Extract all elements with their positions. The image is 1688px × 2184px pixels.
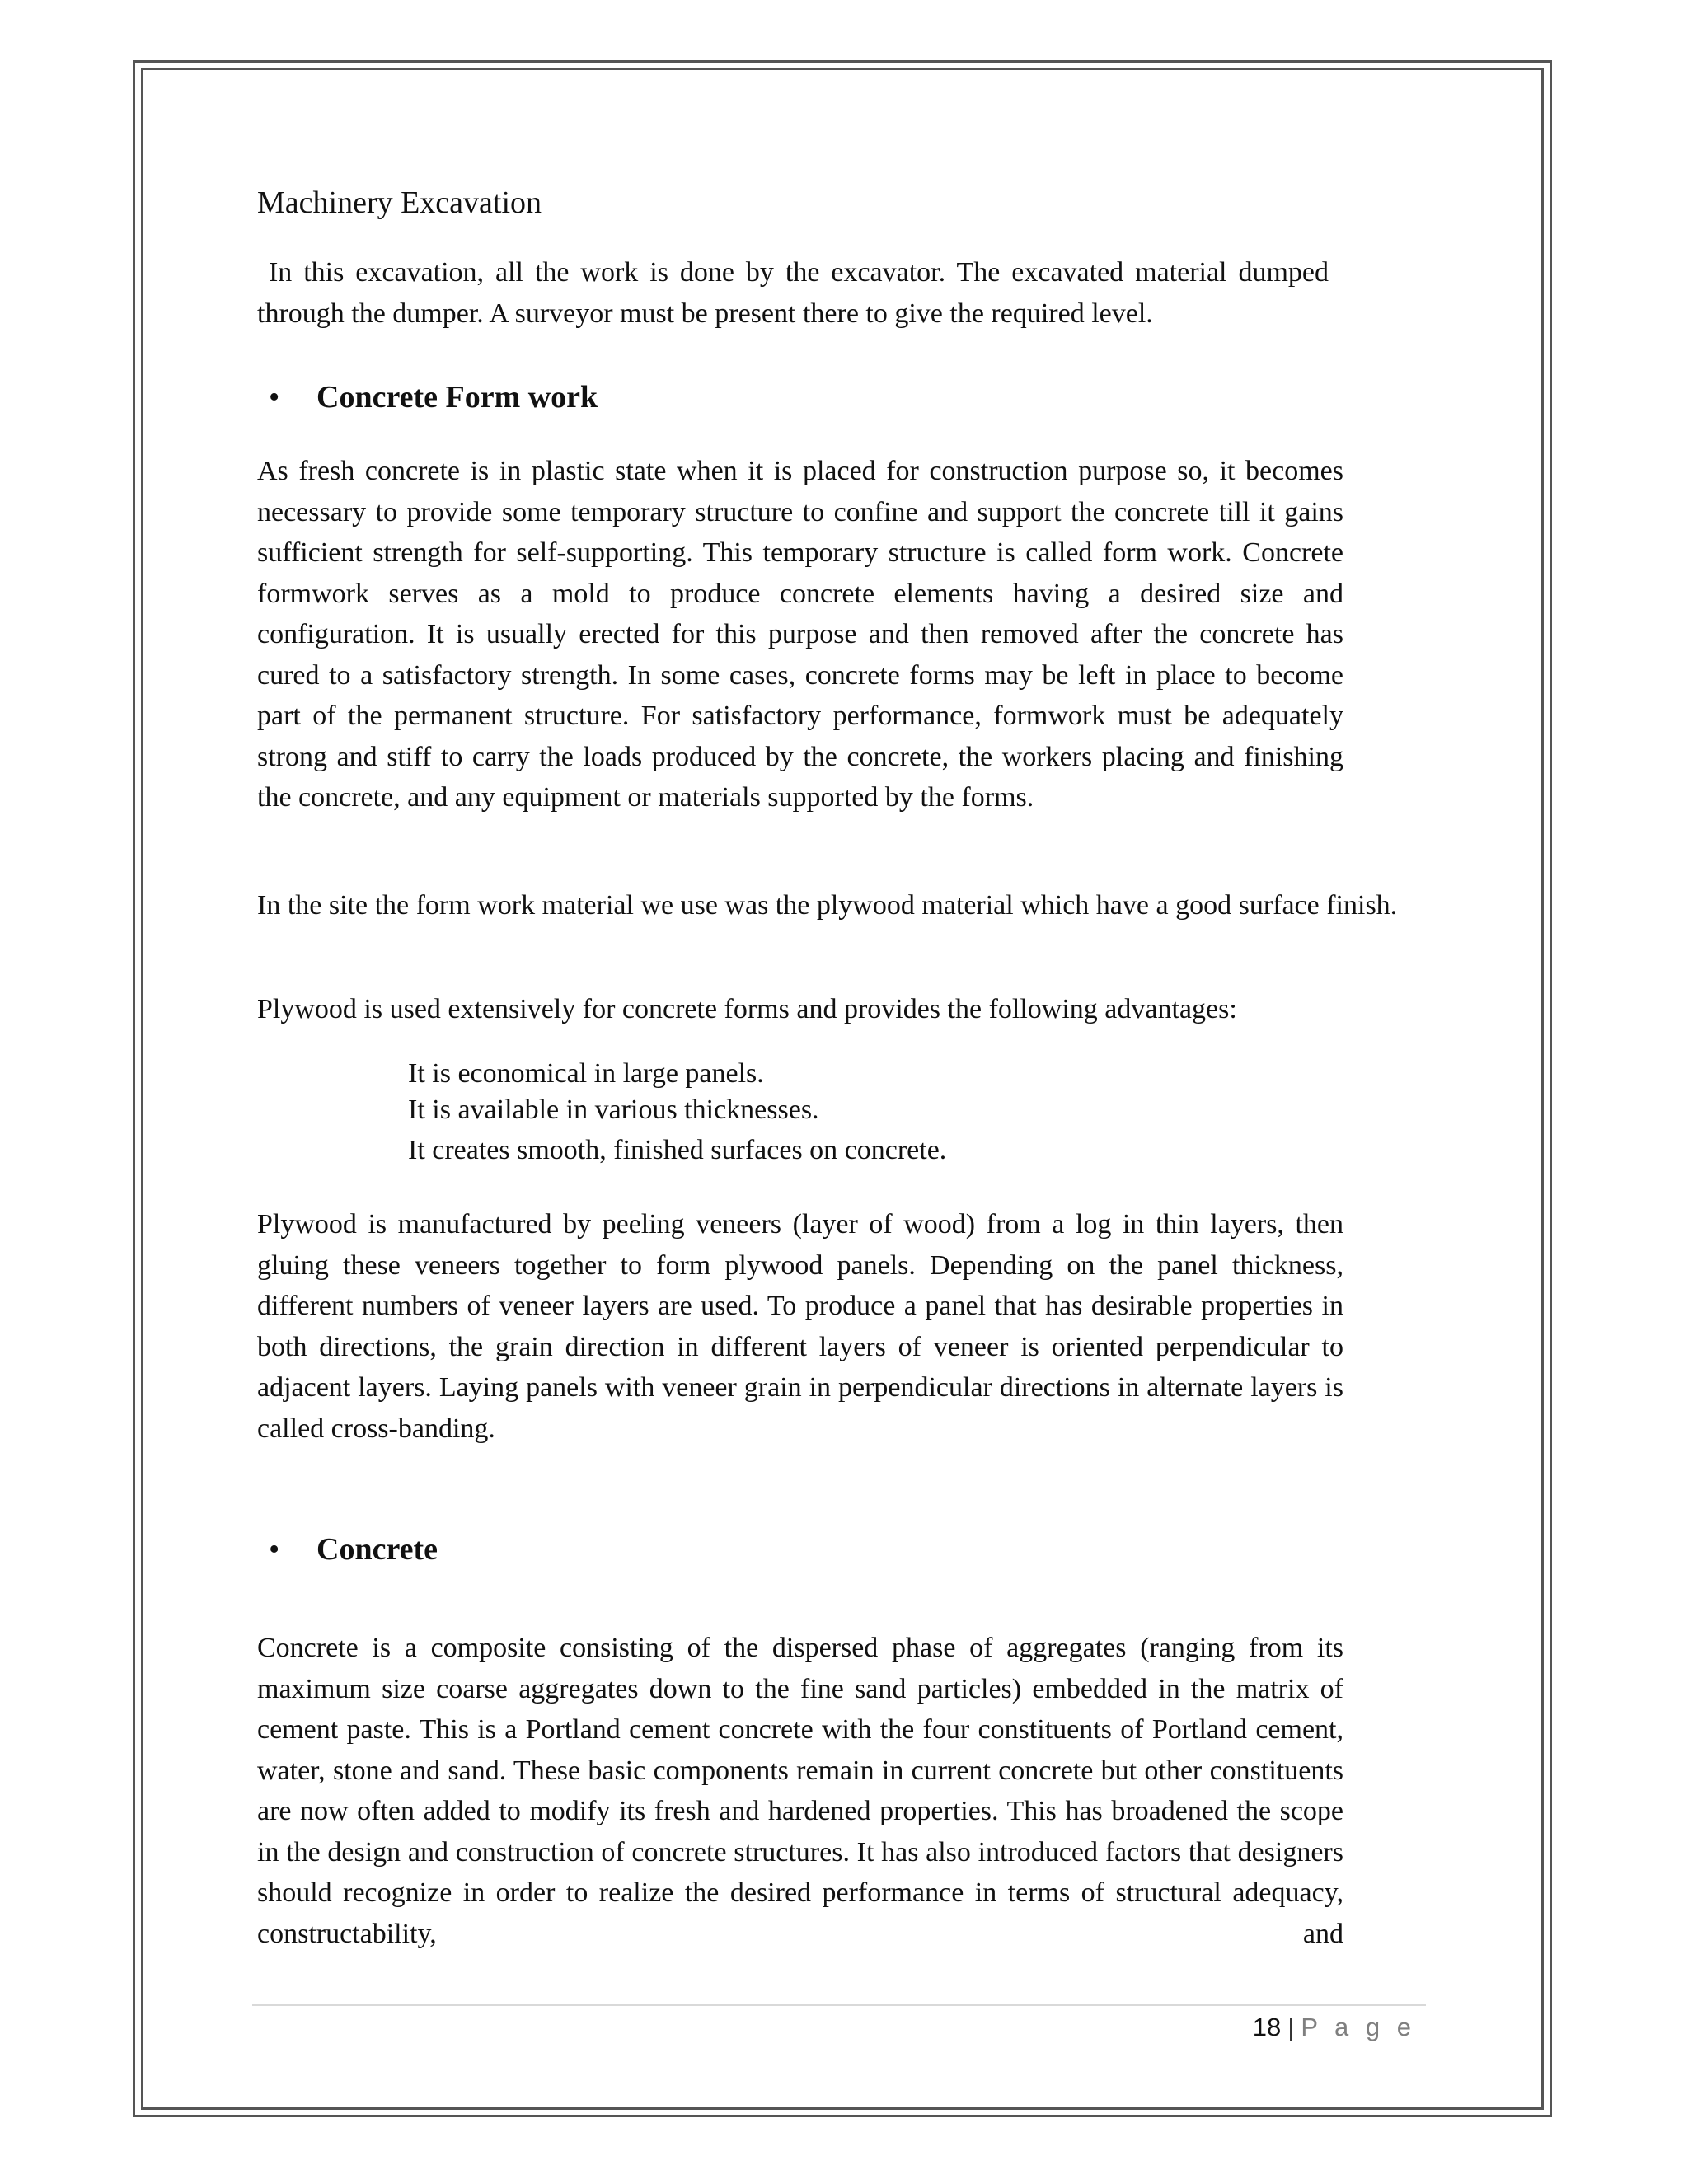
footer-divider [252,2004,1426,2006]
formwork-heading-text: Concrete Form work [316,380,598,415]
formwork-heading [269,377,598,417]
formwork-paragraph-2-block [257,888,1428,923]
section-title: Machinery Excavation [257,185,542,220]
concrete-heading [269,1530,438,1569]
bullet-icon: • [269,1532,280,1567]
bullet-icon: • [269,380,280,415]
advantage-item: It creates smooth, finished surfaces on concrete. [408,1135,947,1165]
formwork-paragraph-3: Plywood is used extensively for concrete forms and provides the following advantages: [257,994,1237,1024]
formwork-paragraph-1-block [257,451,1343,818]
advantage-item: It is economical in large panels. [408,1058,764,1089]
formwork-paragraph-2: In the site the form work material we use was the plywood material which have a good surface finish. [257,890,1398,921]
footer-separator: | [1287,2013,1295,2041]
advantage-item: It is available in various thicknesses. [408,1094,819,1125]
formwork-paragraph-4-block [257,1204,1343,1449]
formwork-paragraph-4: Plywood is manufactured by peeling veneers (layer of wood) from a log in thin layers, then gluing these veneers together to form plywood panels. Depending on the panel thickness, different numbers of veneer layers are used. To produce a panel that has desirable properties in both directions, the grain direction in different layers of veneer is oriented perpendicular to adjacent layers. Laying panels with veneer grain in perpendicular directions in alternate layers is called cross-banding. [257,1209,1343,1444]
excavation-paragraph-block [257,252,1336,334]
concrete-paragraph-block [257,1628,1343,1954]
excavation-paragraph: In this excavation, all the work is done by the excavator. The excavated material dumped through the dumper. A surveyor must be present there to give the required level. [257,257,1336,329]
concrete-paragraph: Concrete is a composite consisting of the dispersed phase of aggregates (ranging from its maximum size coarse aggregates down to the fine sand particles) embedded in the matrix of cement paste. This is a Portland cement concrete with the four constituents of Portland cement, water, stone and sand. These basic components remain in current concrete but other constituents are now often added to modify its fresh and hardened properties. This has broadened the scope in the design and construction of concrete structures. It has also introduced factors that designers should recognize in order to realize the desired performance in terms of structural adequacy, constructability, and [257,1633,1343,1949]
formwork-paragraph-3-block [257,989,1428,1030]
advantages-list [408,1056,946,1171]
page-number: 18 [1252,2013,1282,2041]
page-label: P a g e [1301,2013,1416,2041]
formwork-paragraph-1: As fresh concrete is in plastic state when it is placed for construction purpose so, it becomes necessary to provide some temporary structure to confine and support the concrete till it gains sufficient strength for self-supporting. This temporary structure is called form work. Concrete formwork serves as a mold to produce concrete elements having a desired size and configuration. It is usually erected for this purpose and then removed after the concrete has cured to a satisfactory strength. In some cases, concrete forms may be left in place to become part of the permanent structure. For satisfactory performance, formwork must be adequately strong and stiff to carry the loads produced by the concrete, the workers placing and finishing the concrete, and any equipment or materials supported by the forms. [257,456,1343,813]
concrete-heading-text: Concrete [316,1532,438,1567]
page-footer [1253,2011,1416,2044]
